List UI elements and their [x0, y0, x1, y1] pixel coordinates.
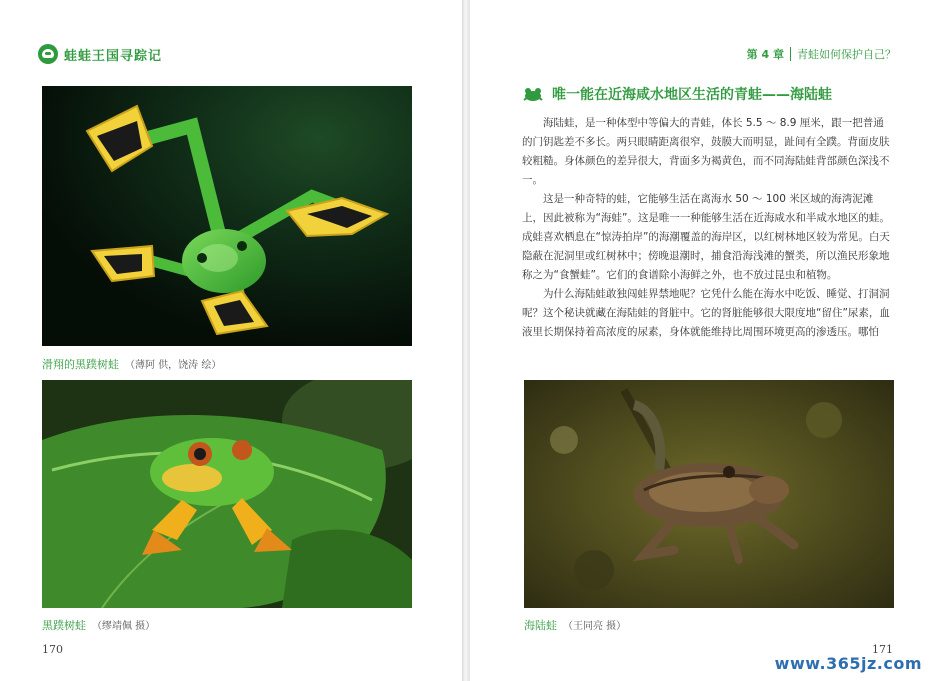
paragraph: 为什么海陆蛙敢独闯蛙界禁地呢？它凭什么能在海水中吃饭、睡觉、打洞洞呢？这个秘诀就藏在海陆蛙的肾脏中。它的肾脏能够很大限度地“留住”尿素，血液里长期保持着高浓度的尿素，身体就能维持比周围环境更高的渗透压。哪怕: [522, 288, 890, 338]
leaf-frog-caption: [42, 617, 155, 633]
sea-frog-caption: [524, 617, 626, 633]
left-page-number: 170: [42, 643, 63, 656]
leaf-frog-caption-text: 黑蹼树蛙: [42, 619, 86, 632]
article-body: [522, 114, 894, 342]
leaf-frog-photo: [42, 380, 412, 608]
section-title: 唯一能在近海咸水地区生活的青蛙——海陆蛙: [552, 87, 832, 103]
paragraph: 这是一种奇特的蛙，它能够生活在离海水 50 ～ 100 米区域的海湾泥滩上，因此被称为“海蛙”。这是唯一一种能够生活在近海咸水和半咸水地区的蛙。成蛙喜欢栖息在“惊涛拍岸”的海潮覆盖的海岸区，以红树林地区较为常见。白天隐蔽在泥洞里或红树林中；傍晚退潮时，捕食沿海浅滩的蟹类，所以渔民形象地称之为“食蟹蛙”。它们的食谱除小海鲜之外，也不放过昆虫和植物。: [522, 193, 890, 281]
leaf-frog-credit: （缪靖佩 摄）: [92, 621, 156, 632]
right-page: [470, 0, 932, 681]
sea-frog-photo: [524, 380, 894, 608]
frog-logo-icon: [38, 44, 58, 64]
gliding-frog-caption-text: 滑翔的黑蹼树蛙: [42, 358, 119, 371]
right-page-number: 171: [872, 643, 893, 656]
paragraph: 海陆蛙，是一种体型中等偏大的青蛙，体长 5.5 ～ 8.9 厘米，跟一把普通的门钥匙差不多长。两只眼睛距离很窄，鼓膜大而明显，趾间有全蹼。背面皮肤较粗糙。身体颜色的差异很大，背面多为褐黄色，而不同海陆蛙背部颜色深浅不一。: [522, 117, 890, 186]
book-title: 蛙蛙王国寻踪记: [64, 48, 163, 64]
watermark: www.365jz.com: [774, 654, 922, 673]
gliding-frog-credit: （薄阿 供，饶涛 绘）: [125, 360, 222, 371]
leaf-frog-illustration: [42, 380, 412, 608]
book-gutter: [462, 0, 470, 681]
gliding-frog-illustration: [42, 86, 412, 346]
left-header: [38, 44, 162, 64]
chapter-label: 第 4 章: [746, 48, 784, 61]
gliding-frog-caption: [42, 356, 221, 372]
gliding-frog-photo: [42, 86, 412, 346]
frog-silhouette-icon: [522, 86, 544, 102]
right-header: [747, 46, 896, 62]
header-divider: [790, 47, 791, 61]
sea-frog-credit: （王同亮 摄）: [563, 621, 627, 632]
sea-frog-caption-text: 海陆蛙: [524, 619, 557, 632]
left-page: [0, 0, 462, 681]
section-heading: [522, 84, 832, 104]
sea-frog-illustration: [524, 380, 894, 608]
chapter-subtitle: 青蛙如何保护自己？: [797, 48, 896, 61]
